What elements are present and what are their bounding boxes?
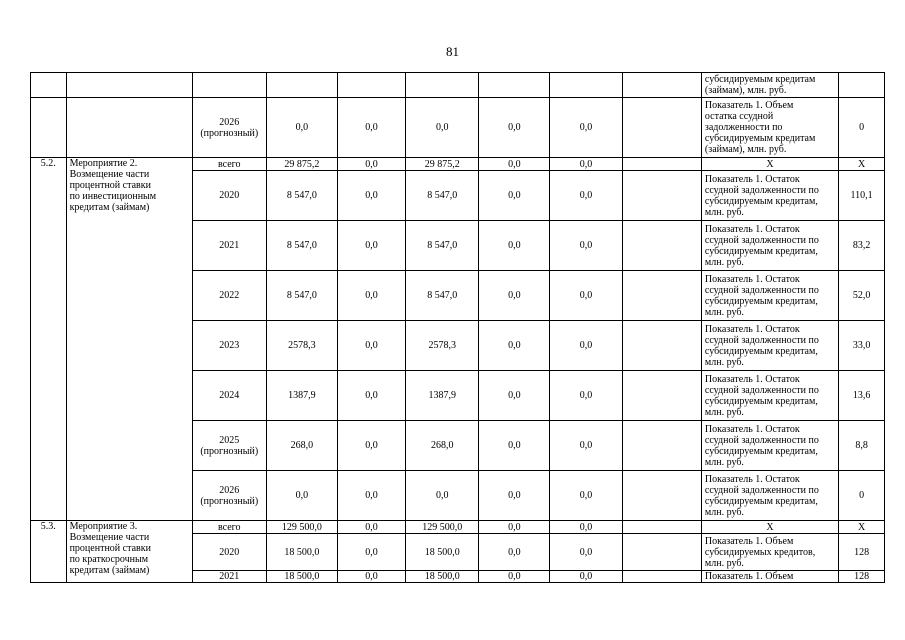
cell-value: 0,0 <box>550 371 622 421</box>
cell-indicator: Показатель 1. Остаток ссудной задолженности по субсидируемым кредитам, млн. руб. <box>701 321 838 371</box>
cell-empty <box>622 321 701 371</box>
cell-value: 129 500,0 <box>266 521 337 534</box>
cell-value: 0,0 <box>550 571 622 583</box>
cell-value: 0,0 <box>479 471 550 521</box>
cell-value: 18 500,0 <box>266 571 337 583</box>
cell-target: 0 <box>839 471 885 521</box>
cell-value: 8 547,0 <box>406 171 479 221</box>
cell-year: всего <box>192 158 266 171</box>
cell-value: 0,0 <box>550 471 622 521</box>
table-row <box>31 98 885 158</box>
cell-value: 1387,9 <box>266 371 337 421</box>
cell-value: 8 547,0 <box>266 271 337 321</box>
cell-value: 0,0 <box>550 158 622 171</box>
cell-indicator: Показатель 1. Остаток ссудной задолженности по субсидируемым кредитам, млн. руб. <box>701 471 838 521</box>
cell-value <box>266 73 337 98</box>
table-row-total <box>31 158 885 171</box>
cell-empty <box>622 521 701 534</box>
cell-value <box>550 73 622 98</box>
cell-value: 0,0 <box>479 571 550 583</box>
cell-value: 0,0 <box>550 221 622 271</box>
cell-value: 0,0 <box>479 271 550 321</box>
cell-year: всего <box>192 521 266 534</box>
cell-empty <box>622 534 701 571</box>
cell-empty <box>622 158 701 171</box>
cell-value: 0,0 <box>550 421 622 471</box>
cell-value: 129 500,0 <box>406 521 479 534</box>
cell-target: 13,6 <box>839 371 885 421</box>
cell-year: 2024 <box>192 371 266 421</box>
cell-value <box>479 73 550 98</box>
cell-target: X <box>839 158 885 171</box>
cell-value: 268,0 <box>406 421 479 471</box>
cell-value: 268,0 <box>266 421 337 471</box>
cell-value: 0,0 <box>338 221 406 271</box>
cell-value <box>406 73 479 98</box>
cell-target: 52,0 <box>839 271 885 321</box>
cell-target: 128 <box>839 571 885 583</box>
cell-value: 0,0 <box>479 321 550 371</box>
cell-value: 0,0 <box>479 534 550 571</box>
page-number: 81 <box>446 44 459 59</box>
program-table <box>30 72 885 583</box>
cell-value: 18 500,0 <box>266 534 337 571</box>
cell-value: 0,0 <box>479 421 550 471</box>
cell-title: Мероприятие 3. Возмещение части процентной ставки по краткосрочным кредитам (займам) <box>66 521 192 583</box>
cell-value: 0,0 <box>338 421 406 471</box>
cell-value: 0,0 <box>550 271 622 321</box>
cell-value: 0,0 <box>479 158 550 171</box>
cell-value: 0,0 <box>550 321 622 371</box>
cell-indicator: Показатель 1. Объем <box>701 571 838 583</box>
cell-year: 2023 <box>192 321 266 371</box>
cell-indicator: Показатель 1. Остаток ссудной задолженности по субсидируемым кредитам, млн. руб. <box>701 221 838 271</box>
cell-year: 2022 <box>192 271 266 321</box>
table-row-total <box>31 521 885 534</box>
cell-target: 0 <box>839 98 885 158</box>
cell-value: 0,0 <box>338 534 406 571</box>
cell-value: 0,0 <box>338 571 406 583</box>
cell-value: 8 547,0 <box>406 271 479 321</box>
cell-value: 18 500,0 <box>406 571 479 583</box>
cell-empty <box>622 271 701 321</box>
cell-value: 0,0 <box>479 221 550 271</box>
cell-value: 0,0 <box>550 171 622 221</box>
cell-value: 0,0 <box>266 98 337 158</box>
cell-year: 2025 (прогнозный) <box>192 421 266 471</box>
cell-year: 2020 <box>192 171 266 221</box>
cell-value: 0,0 <box>479 371 550 421</box>
cell-empty <box>622 98 701 158</box>
table-row <box>31 73 885 98</box>
cell-indicator: X <box>701 521 838 534</box>
cell-value: 0,0 <box>550 534 622 571</box>
cell-target: X <box>839 521 885 534</box>
cell-value: 0,0 <box>338 171 406 221</box>
cell-value: 0,0 <box>338 321 406 371</box>
cell-value: 0,0 <box>338 158 406 171</box>
cell-target: 110,1 <box>839 171 885 221</box>
cell-year <box>192 73 266 98</box>
cell-value: 29 875,2 <box>266 158 337 171</box>
cell-target <box>839 73 885 98</box>
cell-value: 1387,9 <box>406 371 479 421</box>
cell-target: 83,2 <box>839 221 885 271</box>
cell-value: 0,0 <box>266 471 337 521</box>
cell-target: 33,0 <box>839 321 885 371</box>
cell-value: 0,0 <box>479 171 550 221</box>
cell-value: 0,0 <box>550 98 622 158</box>
cell-value: 0,0 <box>406 471 479 521</box>
cell-value: 8 547,0 <box>266 171 337 221</box>
cell-number: 5.3. <box>31 521 67 583</box>
cell-target: 8,8 <box>839 421 885 471</box>
cell-indicator: Показатель 1. Остаток ссудной задолженности по субсидируемым кредитам, млн. руб. <box>701 421 838 471</box>
cell-indicator: Показатель 1. Остаток ссудной задолженности по субсидируемым кредитам, млн. руб. <box>701 271 838 321</box>
cell-value: 0,0 <box>406 98 479 158</box>
cell-year: 2020 <box>192 534 266 571</box>
cell-empty <box>622 171 701 221</box>
cell-value: 0,0 <box>479 521 550 534</box>
cell-title: Мероприятие 2. Возмещение части процентной ставки по инвестиционным кредитам (займам) <box>66 158 192 521</box>
cell-empty <box>622 73 701 98</box>
cell-empty <box>622 421 701 471</box>
cell-year: 2026 (прогнозный) <box>192 98 266 158</box>
cell-number: 5.2. <box>31 158 67 521</box>
cell-year: 2021 <box>192 571 266 583</box>
cell-indicator: X <box>701 158 838 171</box>
cell-value: 0,0 <box>338 471 406 521</box>
cell-title <box>66 98 192 158</box>
cell-value: 29 875,2 <box>406 158 479 171</box>
cell-indicator: Показатель 1. Остаток ссудной задолженности по субсидируемым кредитам, млн. руб. <box>701 371 838 421</box>
cell-year: 2026 (прогнозный) <box>192 471 266 521</box>
cell-empty <box>622 571 701 583</box>
cell-value: 8 547,0 <box>406 221 479 271</box>
cell-value: 8 547,0 <box>266 221 337 271</box>
cell-indicator: Показатель 1. Объем остатка ссудной задолженности по субсидируемым кредитам (займам), млн. руб. <box>701 98 838 158</box>
cell-year: 2021 <box>192 221 266 271</box>
cell-value: 0,0 <box>550 521 622 534</box>
cell-value: 0,0 <box>338 98 406 158</box>
cell-value: 0,0 <box>338 371 406 421</box>
cell-empty <box>622 471 701 521</box>
cell-number <box>31 98 67 158</box>
cell-value: 2578,3 <box>406 321 479 371</box>
cell-value <box>338 73 406 98</box>
cell-empty <box>622 221 701 271</box>
cell-value: 2578,3 <box>266 321 337 371</box>
cell-value: 0,0 <box>479 98 550 158</box>
cell-indicator: субсидируемым кредитам (займам), млн. руб. <box>701 73 838 98</box>
cell-number <box>31 73 67 98</box>
cell-value: 0,0 <box>338 521 406 534</box>
cell-value: 0,0 <box>338 271 406 321</box>
cell-title <box>66 73 192 98</box>
cell-indicator: Показатель 1. Объем субсидируемых кредитов, млн. руб. <box>701 534 838 571</box>
cell-indicator: Показатель 1. Остаток ссудной задолженности по субсидируемым кредитам, млн. руб. <box>701 171 838 221</box>
cell-empty <box>622 371 701 421</box>
cell-target: 128 <box>839 534 885 571</box>
cell-value: 18 500,0 <box>406 534 479 571</box>
